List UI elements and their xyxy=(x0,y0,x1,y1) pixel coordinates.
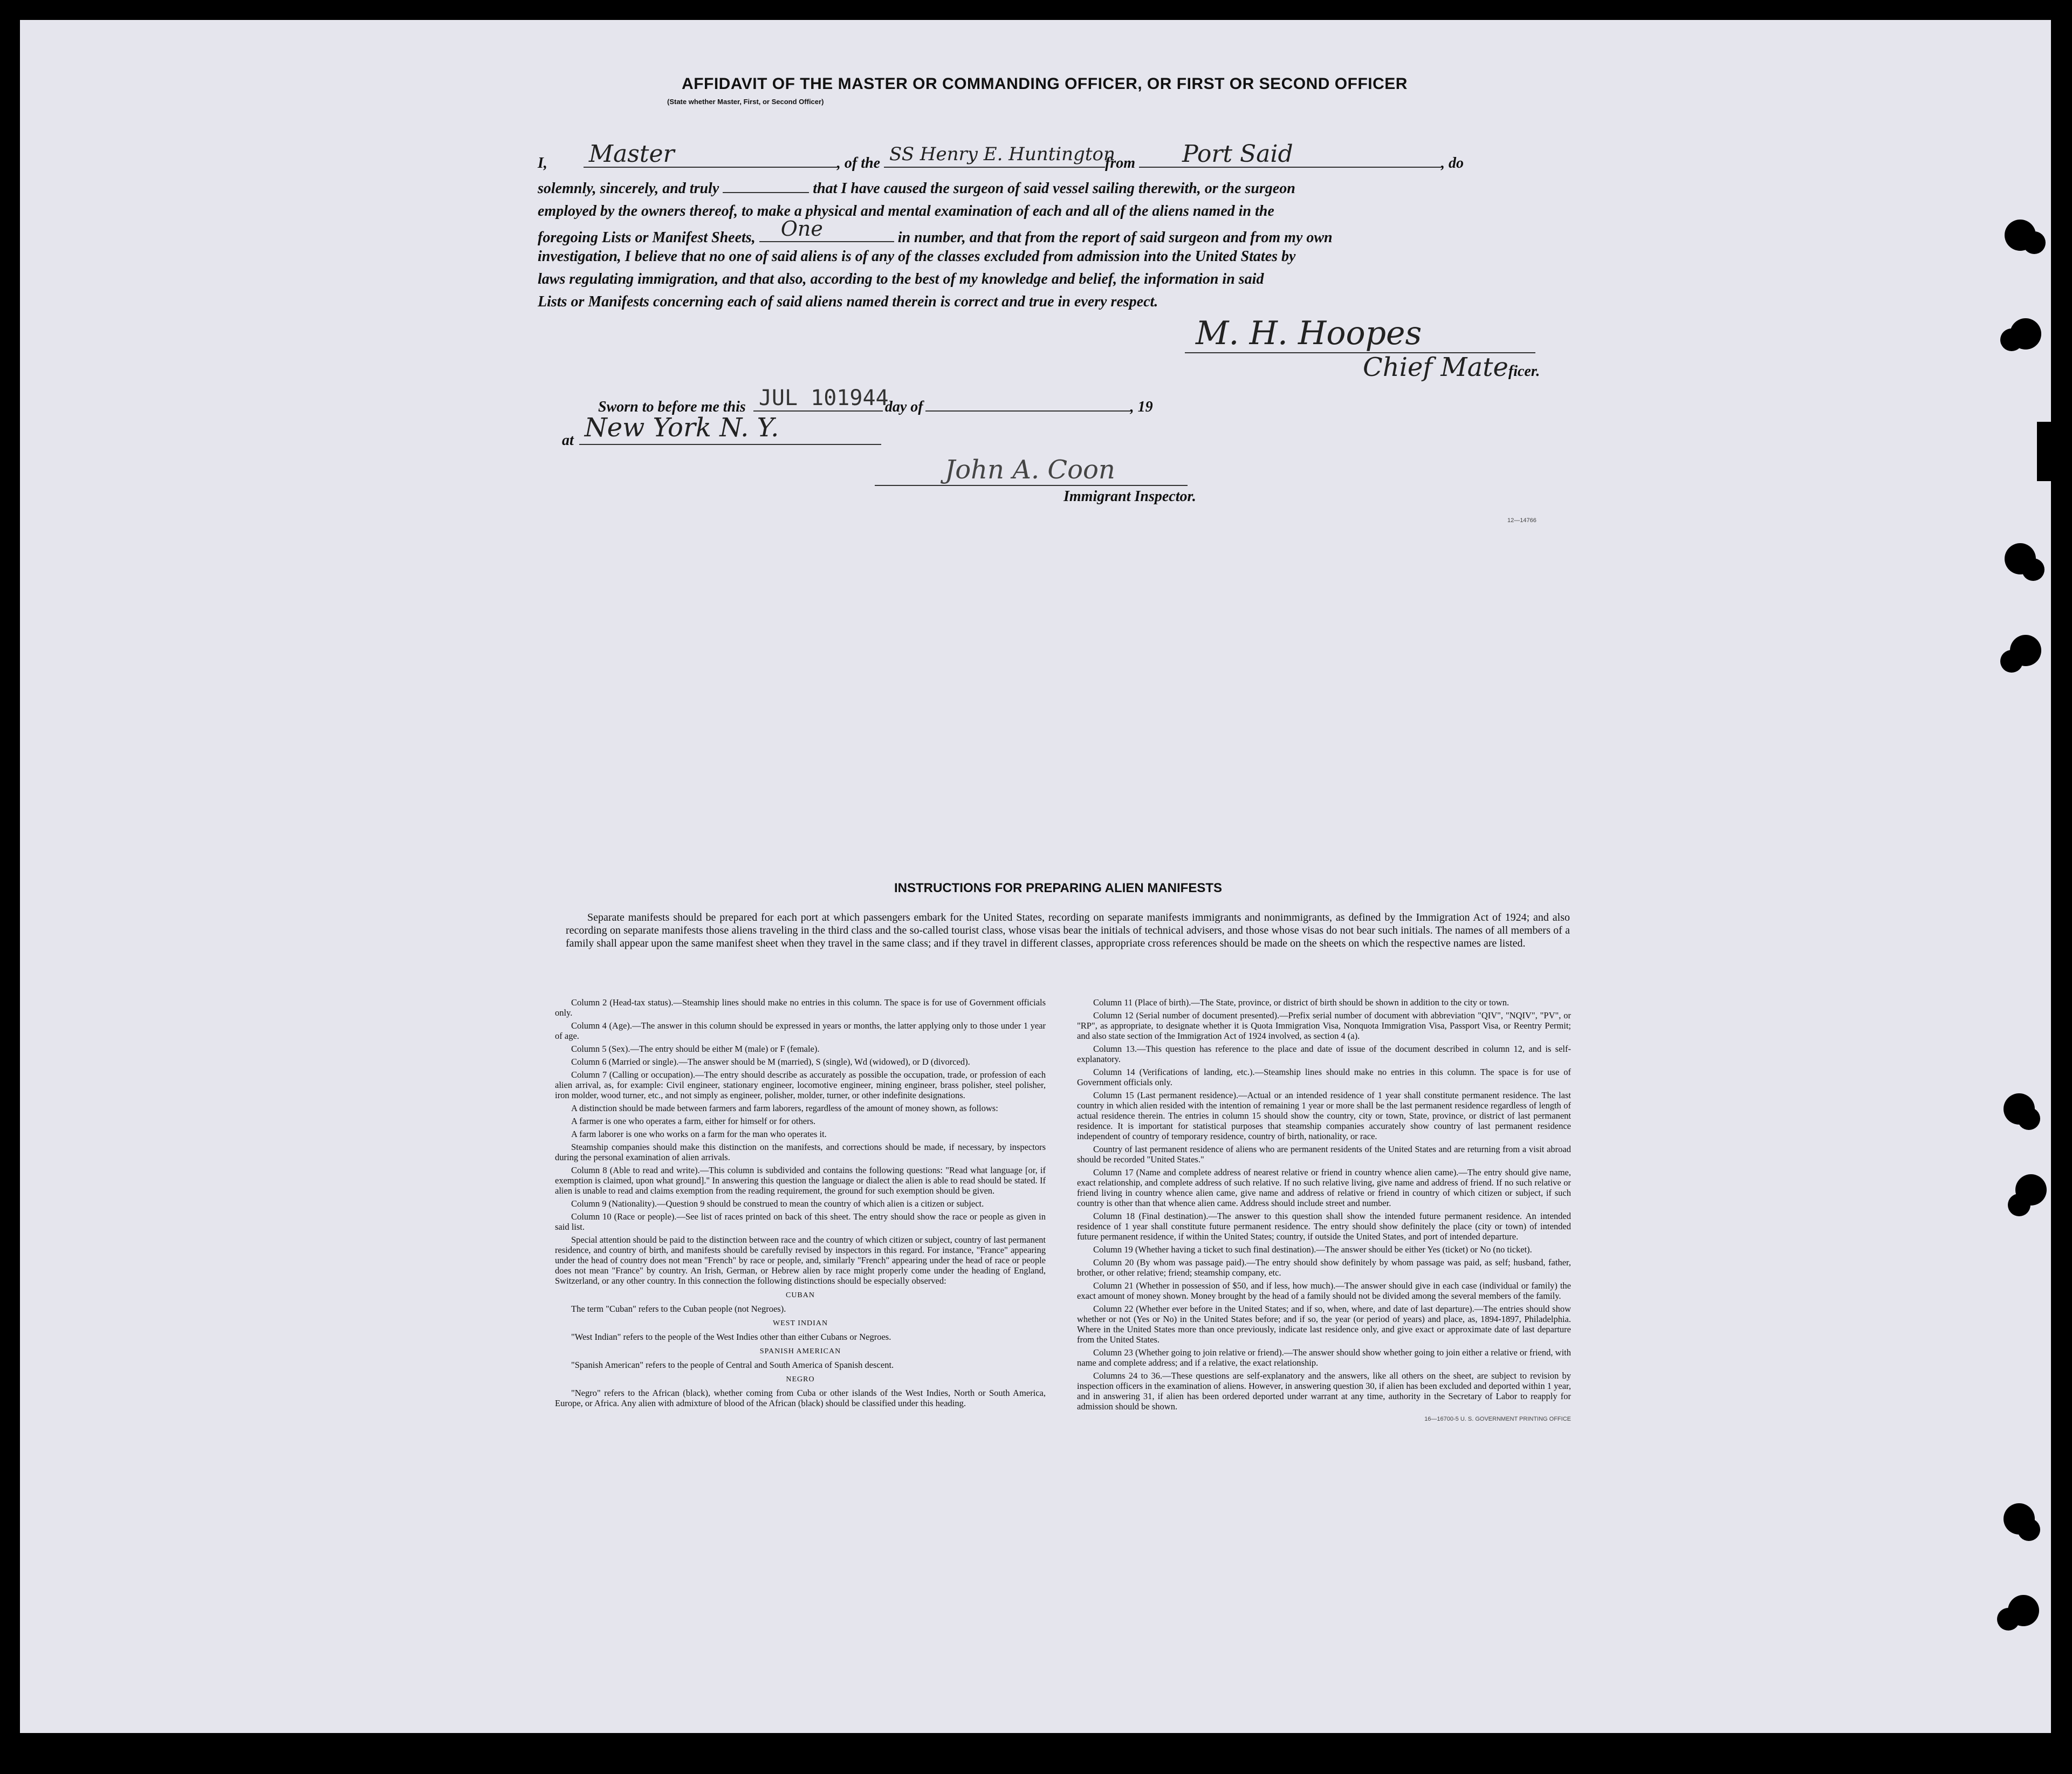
instruction-paragraph: Column 12 (Serial number of document presented).—Prefix serial number of document with abbreviation "QIV", "NQIV", "PV", or "RP", as appropriate, to designate whether it is Quota Immigration Visa, Nonquota Immigration Visa, Passport Visa, or Reentry Permit; and also state section of the Immigration Act of 1924 involved, as section 4 (a). xyxy=(1077,1010,1571,1041)
subheading-spanish-american: SPANISH AMERICAN xyxy=(759,1347,841,1355)
rank-field xyxy=(584,140,837,168)
instructions-intro: Separate manifests should be prepared for each port at which passengers embark for the United States, recording on separate manifests immigrants and nonimmigrants, as defined by the Immigration Act of 1924; and also recording on separate manifests those aliens traveling in the third class and the so-called tourist class, whose visas bear the initials of technical advisers, and those whose visas do not bear such initials. The names of all members of a family shall appear upon the same manifest sheet when they travel in the same class; and if they travel in different classes, appropriate cross references should be made on the sheets on which the respective names are listed. xyxy=(566,912,1570,949)
instruction-paragraph: "West Indian" refers to the people of the West Indies other than either Cubans or Negroes. xyxy=(571,1332,891,1342)
printing-office-code: 16—16700-5 U. S. GOVERNMENT PRINTING OFFICE xyxy=(1424,1416,1571,1422)
date-stamp: JUL 101944 xyxy=(758,386,889,410)
port-field xyxy=(1139,140,1441,168)
count-field xyxy=(759,217,894,242)
instruction-paragraph: Column 8 (Able to read and write).—This column is subdivided and contains the following questions: "Read what language [or, if exemption is claimed, upon what ground]." In answering this question the language or dialect the alien is able to read should be stated. If alien is unable to read and claims exemption from the reading requirement, the ground for such exemption should be given. xyxy=(555,1165,1046,1196)
instruction-paragraph: Column 20 (By whom was passage paid).—The entry should show definitely by whom passage was paid, as self; husband, father, brother, or other relative; friend; steamship company, etc. xyxy=(1077,1257,1571,1278)
place-handwritten: New York N. Y. xyxy=(584,413,779,443)
affidavit-line-1 xyxy=(538,140,1579,175)
subheading-west-indian: WEST INDIAN xyxy=(772,1319,828,1327)
instruction-paragraph: Column 7 (Calling or occupation).—The entry should describe as accurately as possible the occupation, trade, or profession of each alien arrival, as, for example: Civil engineer, stationary engineer, locomotive engineer, mining engineer, brass polisher, steel polisher, iron molder, wood turner, etc., and not simply as engineer, polisher, molder, turner, or other indefinite designations. xyxy=(555,1070,1046,1100)
instruction-paragraph: Column 17 (Name and complete address of nearest relative or friend in country whence alien came).—The entry should give name, exact relationship, and complete address of such relative. If no such relative living, give name and address of friend. If no such relative or friend living in country whence alien came, give name and address of relative or friend in country of which citizen or subject, if such country is other than that whence alien came. Address should include street and number. xyxy=(1077,1167,1571,1208)
instruction-paragraph: The term "Cuban" refers to the Cuban people (not Negroes). xyxy=(571,1304,786,1314)
instruction-paragraph: Column 9 (Nationality).—Question 9 should be construed to mean the country of which alien is a citizen or subject. xyxy=(571,1198,984,1209)
edge-tear xyxy=(2037,422,2051,481)
day-of-label: day of xyxy=(884,399,923,415)
affidavit-from: from xyxy=(1105,155,1136,172)
sworn-label: Sworn to before me this xyxy=(598,399,746,415)
instruction-paragraph: Column 14 (Verifications of landing, etc.).—Steamship lines should make no entries in this column. The space is for use of Government officials only. xyxy=(1077,1067,1571,1087)
instruction-paragraph: A farmer is one who operates a farm, either for himself or for others. xyxy=(571,1116,816,1126)
subheading-cuban: CUBAN xyxy=(785,1291,815,1299)
document-sheet xyxy=(20,20,2051,1733)
affidavit-of-the: , of the xyxy=(836,155,881,172)
punch-hole xyxy=(2018,1518,2040,1541)
instruction-paragraph: "Spanish American" refers to the people of Central and South America of Spanish descent. xyxy=(571,1360,894,1370)
blank-field xyxy=(723,179,809,193)
instruction-paragraph: Column 22 (Whether ever before in the United States; and if so, when, where, and date of last departure).—The entries should show whether or not (Yes or No) in the United States before; and if so, the year (or period of years) and place, as, 1894-1897, Philadelphia. Where in the United States more than once previously, indicate last residence only, and give exact or approximate date of last departure from the United States. xyxy=(1077,1304,1571,1345)
instructions-left-column xyxy=(555,997,1046,1411)
rank-handwritten: Master xyxy=(588,140,675,168)
form-code: 12—14766 xyxy=(1507,517,1536,524)
affidavit-line-6: laws regulating immigration, and that also, according to the best of my knowledge and belief, the information in said xyxy=(538,271,1264,287)
month-field xyxy=(925,398,1130,412)
instruction-paragraph: Column 6 (Married or single).—The answer should be M (married), S (single), Wd (widowed), or D (divorced). xyxy=(571,1057,970,1067)
instruction-paragraph: A distinction should be made between farmers and farm laborers, regardless of the amount of money shown, as follows: xyxy=(571,1103,998,1113)
rank-note: (State whether Master, First, or Second Officer) xyxy=(667,98,824,106)
punch-hole xyxy=(2000,650,2023,673)
instructions-right-column xyxy=(1077,997,1571,1427)
instructions-title: INSTRUCTIONS FOR PREPARING ALIEN MANIFESTS xyxy=(894,881,1222,895)
officer-title-handwritten: Chief Mate xyxy=(1363,352,1508,382)
punch-hole xyxy=(2008,1194,2030,1216)
instruction-paragraph: Column 5 (Sex).—The entry should be either M (male) or F (female). xyxy=(571,1044,820,1054)
master-signature-line xyxy=(1185,314,1535,353)
instruction-paragraph: Column 13.—This question has reference to the place and date of issue of the document described in column 12, and is self-explanatory. xyxy=(1077,1044,1571,1064)
inspector-signature-line xyxy=(875,455,1188,486)
punch-hole xyxy=(2022,558,2044,581)
year-prefix: , 19 xyxy=(1130,399,1153,415)
instruction-paragraph: A farm laborer is one who works on a farm for the man who operates it. xyxy=(571,1129,827,1139)
officer-title-line xyxy=(1363,352,1540,382)
port-handwritten: Port Said xyxy=(1182,140,1293,168)
punch-hole xyxy=(2018,1107,2040,1130)
officer-suffix: ficer. xyxy=(1508,363,1540,380)
master-signature: M. H. Hoopes xyxy=(1196,314,1422,352)
instruction-paragraph: Column 23 (Whether going to join relative or friend).—The answer should show whether going to join either a relative or friend, with name and complete address; and if a relative, the exact relationship. xyxy=(1077,1347,1571,1368)
affidavit-line-7: Lists or Manifests concerning each of said aliens named therein is correct and true in every respect. xyxy=(538,293,1158,310)
inspector-signature: John A. Coon xyxy=(945,455,1115,485)
affidavit-line-3: employed by the owners thereof, to make a physical and mental examination of each and all of the aliens named in the xyxy=(538,203,1274,220)
affidavit-do: , do xyxy=(1441,155,1464,172)
day-field xyxy=(753,386,889,412)
affidavit-line-2 xyxy=(538,177,1579,200)
instruction-paragraph: "Negro" refers to the African (black), whether coming from Cuba or other islands of the West Indies, North or South America, Europe, or Africa. Any alien with admixture of blood of the African (black) should be classified under this heading. xyxy=(555,1388,1046,1408)
punch-hole xyxy=(1997,1608,2020,1631)
instruction-paragraph: Column 2 (Head-tax status).—Steamship lines should make no entries in this column. The space is for use of Government officials only. xyxy=(555,997,1046,1018)
inspector-title: Immigrant Inspector. xyxy=(1064,488,1196,505)
instruction-paragraph: Column 18 (Final destination).—The answer to this question shall show the intended future permanent residence. An intended residence of 1 year shall constitute future permanent residence. The entry should show definitely the place (city or town) of intended future permanent residence, if within the United States; country, if outside the United States, and port of intended departure. xyxy=(1077,1211,1571,1242)
instruction-paragraph: Columns 24 to 36.—These questions are self-explanatory and the answers, like all others on the sheet, are subject to revision by inspection officers in the examination of aliens. However, in answering question 30, if alien has been excluded and deported within 1 year, and in answering 31, if alien has been ordered deported under warrant at any time, authority in the Secretary of Labor to reapply for admission should be shown. xyxy=(1077,1371,1571,1412)
punch-hole xyxy=(2023,231,2046,254)
vessel-field xyxy=(884,143,1115,168)
instruction-paragraph: Column 21 (Whether in possession of $50, and if less, how much).—The answer should give in each case (individual or family) the exact amount of money shown. Money brought by the head of a family should not be divided among the several members of the family. xyxy=(1077,1280,1571,1301)
count-handwritten: One xyxy=(780,217,823,241)
affidavit-text: solemnly, sincerely, and truly xyxy=(538,180,719,197)
vessel-handwritten: SS Henry E. Huntington xyxy=(889,143,1115,165)
instruction-paragraph: Column 15 (Last permanent residence).—Actual or an intended residence of 1 year shall constitute permanent residence. The last country in which alien resided with the intention of remaining 1 year or more shall be the last permanent residence regardless of length of actual residence therein. The entries in column 15 should show the country, city or town, State, province, or district of last permanent residence. It is important for statistical purposes that steamship companies accurately show country of last permanent residence independent of country of temporary residence, country of birth, nationality, or race. xyxy=(1077,1090,1571,1141)
affidavit-text: that I have caused the surgeon of said vessel sailing therewith, or the surgeon xyxy=(813,180,1295,197)
place-line xyxy=(562,413,881,449)
instruction-paragraph: Steamship companies should make this distinction on the manifests, and corrections should be made, if necessary, by inspectors during the personal examination of alien arrivals. xyxy=(555,1142,1046,1162)
affidavit-text: in number, and that from the report of said surgeon and from my own xyxy=(897,229,1333,246)
affidavit-text: foregoing Lists or Manifest Sheets, xyxy=(538,229,756,246)
instruction-paragraph: Column 10 (Race or people).—See list of races printed on back of this sheet. The entry should show the race or people as given in said list. xyxy=(555,1211,1046,1232)
instruction-paragraph: Country of last permanent residence of aliens who are permanent residents of the United States and are returning from a visit abroad should be recorded "United States." xyxy=(1077,1144,1571,1165)
instruction-paragraph: Special attention should be paid to the distinction between race and the country of which citizen or subject, country of last permanent residence, and country of birth, and manifests should be carefully revised by inspectors in this regard. For instance, "France" appearing under the head of country does not mean "French" by race or people, and, similarly "French" appearing under the head of race or people does not mean "France" by country. An Irish, German, or Hebrew alien by race might properly come under the heading of England, Switzerland, or any other country. In this connection the following distinctions should be especially observed: xyxy=(555,1235,1046,1286)
punch-hole xyxy=(2000,328,2023,351)
instruction-paragraph: Column 4 (Age).—The answer in this column should be expressed in years or months, the latter applying only to those under 1 year of age. xyxy=(555,1020,1046,1041)
at-label: at xyxy=(562,432,574,449)
place-field xyxy=(579,413,881,445)
instruction-paragraph: Column 19 (Whether having a ticket to such final destination).—The answer should be either Yes (ticket) or No (no ticket). xyxy=(1093,1244,1532,1255)
affidavit-line-5: investigation, I believe that no one of said aliens is of any of the classes excluded from admission into the United States by xyxy=(538,248,1296,265)
affidavit-i: I, xyxy=(538,155,547,172)
subheading-negro: NEGRO xyxy=(786,1375,815,1383)
instruction-paragraph: Column 11 (Place of birth).—The State, province, or district of birth should be shown in addition to the city or town. xyxy=(1093,997,1510,1008)
affidavit-title: AFFIDAVIT OF THE MASTER OR COMMANDING OFFICER, OR FIRST OR SECOND OFFICER xyxy=(682,75,1408,93)
